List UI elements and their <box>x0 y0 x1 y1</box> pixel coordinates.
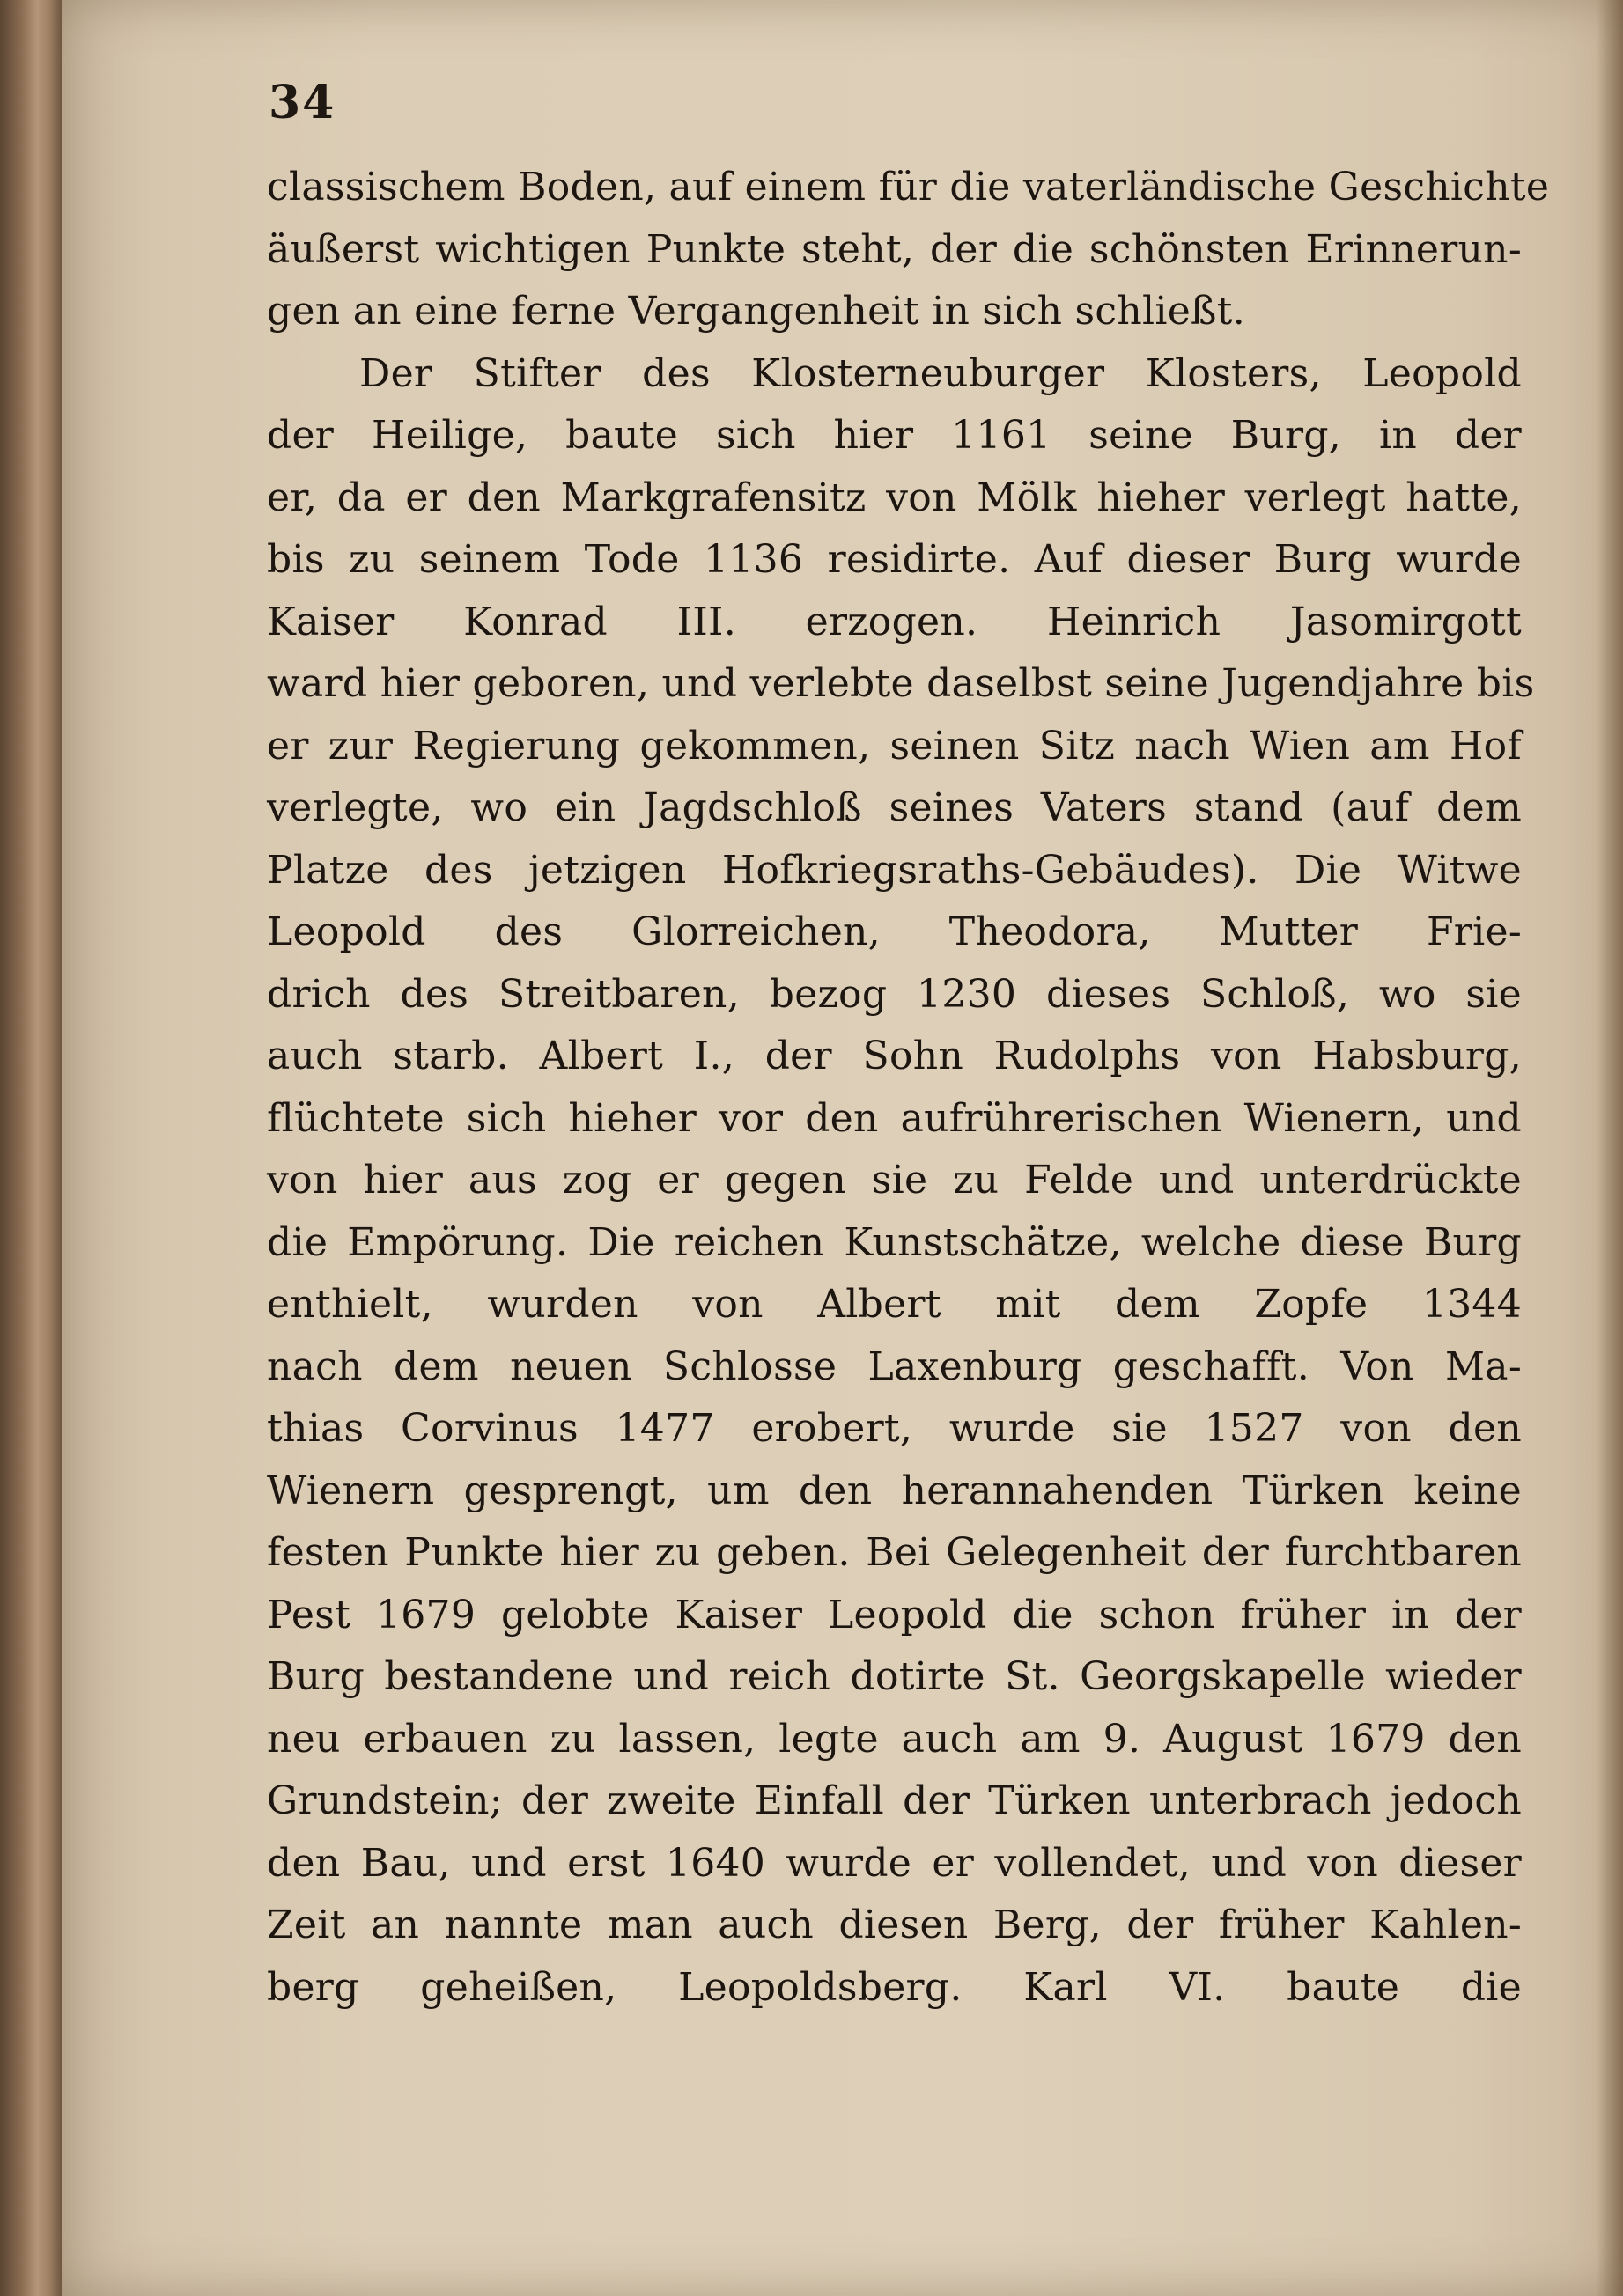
text-line: Burg bestandene und reich dotirte St. Georgskapelle wieder <box>267 1654 1522 1699</box>
text-line: berg geheißen, Leopoldsberg. Karl VI. baute die <box>267 1964 1522 2010</box>
book-binding-edge <box>0 0 62 2296</box>
text-line: enthielt, wurden von Albert mit dem Zopfe 1344 <box>267 1282 1522 1327</box>
text-line: er zur Regierung gekommen, seinen Sitz nach Wien am Hof <box>267 723 1522 769</box>
text-line: ward hier geboren, und verlebte daselbst seine Jugendjahre bis <box>267 661 1535 706</box>
text-line: neu erbauen zu lassen, legte auch am 9. August 1679 den <box>267 1716 1522 1762</box>
text-line: festen Punkte hier zu geben. Bei Gelegenheit der furchtbaren <box>267 1530 1522 1575</box>
text-line: von hier aus zog er gegen sie zu Felde und unterdrückte <box>267 1158 1522 1203</box>
text-line: Leopold des Glorreichen, Theodora, Mutter Frie- <box>267 909 1522 954</box>
text-line: flüchtete sich hieher vor den aufrührerischen Wienern, und <box>267 1095 1522 1141</box>
text-line: thias Corvinus 1477 erobert, wurde sie 1527 von den <box>267 1406 1522 1451</box>
text-line: er, da er den Markgrafensitz von Mölk hieher verlegt hatte, <box>267 475 1522 520</box>
text-line: Pest 1679 gelobte Kaiser Leopold die schon früher in der <box>267 1592 1522 1637</box>
text-line: Zeit an nannte man auch diesen Berg, der früher Kahlen- <box>267 1902 1522 1947</box>
text-line: verlegte, wo ein Jagdschloß seines Vaters stand (auf dem <box>267 785 1522 830</box>
text-line: Platze des jetzigen Hofkriegsraths-Gebäudes). Die Witwe <box>267 847 1522 893</box>
page-number: 34 <box>269 76 336 129</box>
text-line: auch starb. Albert I., der Sohn Rudolphs von Habsburg, <box>267 1034 1522 1078</box>
text-line: bis zu seinem Tode 1136 residirte. Auf dieser Burg wurde <box>267 537 1522 582</box>
text-line: die Empörung. Die reichen Kunstschätze, welche diese Burg <box>267 1219 1522 1265</box>
text-line: äußerst wichtigen Punkte steht, der die schönsten Erinnerun- <box>267 226 1522 272</box>
text-line: gen an eine ferne Vergangenheit in sich schließt. <box>267 289 1246 334</box>
text-line: Der Stifter des Klosterneuburger Klosters, Leopold <box>359 350 1522 396</box>
text-line: der Heilige, baute sich hier 1161 seine Burg, in der <box>267 413 1522 458</box>
text-line: classischem Boden, auf einem für die vaterländische Geschichte <box>267 165 1550 210</box>
text-line: Grundstein; der zweite Einfall der Türken unterbrach jedoch <box>267 1778 1522 1823</box>
text-line: drich des Streitbaren, bezog 1230 dieses Schloß, wo sie <box>267 971 1522 1017</box>
text-line: nach dem neuen Schlosse Laxenburg geschafft. Von Ma- <box>267 1343 1522 1389</box>
text-line: den Bau, und erst 1640 wurde er vollendet, und von dieser <box>267 1840 1522 1886</box>
text-line: Kaiser Konrad III. erzogen. Heinrich Jasomirgott <box>267 599 1522 644</box>
page-shadow-edge <box>1597 0 1623 2296</box>
body-text <box>267 157 1550 2019</box>
text-line: Wienern gesprengt, um den herannahenden Türken keine <box>267 1468 1522 1513</box>
